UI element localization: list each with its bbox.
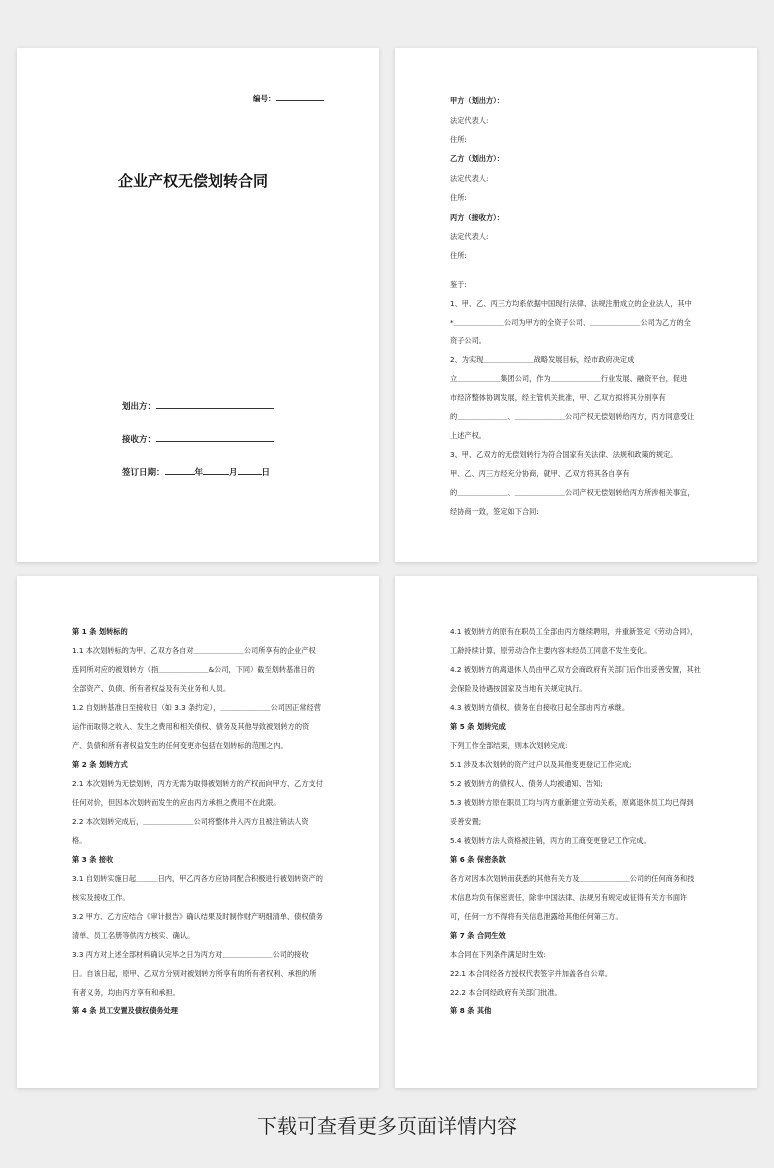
text-line: 本合同在下列条件满足时生效: (450, 950, 546, 959)
text-line: 住所: (450, 251, 467, 260)
text-line: 格。 (72, 836, 87, 845)
transferor-blank (156, 401, 274, 409)
text-line: 经协商一致，签定如下合同: (450, 507, 539, 516)
text-line: 2.2 本次划转完成后，＿＿＿＿＿＿＿公司将整体并入丙方且被注销法人资 (72, 817, 309, 826)
text-line: 2.1 本次划转为无偿划转，丙方无需为取得被划转方的产权而向甲方、乙方支付 (72, 779, 323, 788)
text-line: 22.2 本合同经政府有关部门批准。 (450, 988, 562, 997)
text-line: 4.3 被划转方债权、债务在自接收日起全部由丙方承继。 (450, 703, 630, 712)
text-line: 日。自该日起，原甲、乙双方分别对被划转方所享有的所有者权利、承担的所 (72, 969, 317, 978)
text-line: 术信息均负有保密责任，除非中国法律、法规另有规定或征得有关方书面许 (450, 893, 688, 902)
text-line: 有者义务，均由丙方享有和承担。 (72, 988, 180, 997)
year-label: 年 (194, 468, 204, 478)
text-line: 住所: (450, 135, 467, 144)
text-line: 全部资产、负债、所有者权益及有关业务和人员。 (72, 684, 231, 693)
contract-number-blank (276, 93, 324, 101)
text-line: 各方对因本次划转而获悉的其他有关方及＿＿＿＿＿＿＿公司的任何商务和技 (450, 874, 695, 883)
text-line: 22.1 本合同经各方授权代表签字并加盖各自公章。 (450, 969, 613, 978)
text-line: 4.1 被划转方的原有在职员工全部由丙方继续聘用，并重新签定《劳动合同》， (450, 627, 698, 636)
text-line: 5.3 被划转方原在职员工均与丙方重新建立劳动关系，原离退休员工均已得到 (450, 798, 694, 807)
sign-date-label: 签订日期： (122, 468, 165, 478)
text-line: 立＿＿＿＿＿＿集团公司，作为＿＿＿＿＿＿＿行业发展、融资平台，促进 (450, 374, 688, 383)
day-label: 日 (261, 468, 271, 478)
month-blank (203, 467, 229, 475)
text-line: 的＿＿＿＿＿＿＿、＿＿＿＿＿＿＿公司产权无偿划转给丙方，丙方同意受让 (450, 412, 695, 421)
text-line: 法定代表人: (450, 174, 489, 183)
contract-number-row (253, 93, 324, 104)
transferor-label: 划出方： (122, 402, 157, 412)
text-line: 5.1 涉及本次划转的资产过户以及其他变更登记工作完成; (450, 760, 632, 769)
section-heading: 第 8 条 其他 (450, 1006, 492, 1015)
text-line: 法定代表人: (450, 232, 489, 241)
receiver-label: 接收方： (122, 435, 157, 445)
text-line: 2、为实现＿＿＿＿＿＿＿战略发展目标，经市政府决定成 (450, 355, 635, 364)
text-line: 清单、员工名册等供丙方核实、确认。 (72, 931, 195, 940)
text-line: 法定代表人: (450, 116, 489, 125)
text-line: 的＿＿＿＿＿＿＿、＿＿＿＿＿＿＿公司产权无偿划转给丙方所涉相关事宜， (450, 488, 695, 497)
section-heading: 第 6 条 保密条款 (450, 855, 506, 864)
contract-number-label: 编号： (253, 94, 276, 103)
section-heading: 第 4 条 员工安置及债权债务处理 (72, 1006, 178, 1015)
receiver-blank (156, 434, 274, 442)
section-heading: 乙方（划出方）： (450, 154, 504, 163)
document-title: 企业产权无偿划转合同 (118, 172, 269, 190)
text-line: 妥善安置; (450, 817, 482, 826)
text-line: 运作而取得之收入、发生之费用和相关债权、债务及其他导致被划转方的资 (72, 722, 310, 731)
text-line: 1.1 本次划转标的为甲、乙双方各自对＿＿＿＿＿＿＿公司所享有的企业产权 (72, 646, 316, 655)
text-line: 可，任何一方不得将有关信息泄露给其他任何第三方。 (450, 912, 623, 921)
page-articles-4-8 (395, 576, 757, 1088)
text-line: 3.1 自划转实施日起＿＿＿日内，甲乙丙各方应协同配合积极进行被划转资产的 (72, 874, 323, 883)
text-line: 任何对价，但因本次划转而发生的应由丙方承担之费用不在此限。 (72, 798, 281, 807)
section-heading: 丙方（接收方）： (450, 213, 504, 222)
text-line: 会保险及待遇按国家及当地有关规定执行。 (450, 684, 587, 693)
page-cover (17, 48, 379, 562)
day-blank (238, 467, 262, 475)
download-more-caption: 下载可查看更多页面详情内容 (257, 1114, 517, 1138)
section-heading: 第 5 条 划转完成 (450, 722, 506, 731)
transferor-row (122, 400, 274, 412)
section-heading: 第 7 条 合同生效 (450, 931, 506, 940)
text-line: 核实及接收工作。 (72, 893, 130, 902)
text-line: 住所: (450, 193, 467, 202)
text-line: 工龄持续计算，原劳动合作主要内容未经员工同意不发生变化。 (450, 646, 652, 655)
sign-date-row (122, 466, 270, 478)
section-heading: 第 3 条 接收 (72, 855, 114, 864)
text-line: 5.2 被划转方的债权人、债务人均被通知、告知; (450, 779, 603, 788)
text-line: 连同所对应的被划转方（指＿＿＿＿＿＿＿&公司，下同）截至划转基准日的 (72, 665, 315, 674)
section-heading: 甲方（划出方）： (450, 96, 504, 105)
page-parties (395, 48, 757, 562)
text-line: 1、甲、乙、丙三方均系依据中国现行法律、法规注册成立的企业法人，其中 (450, 299, 692, 308)
text-line: 鉴于: (450, 280, 467, 289)
text-line: 1.2 自划转基准日至接收日（如 3.3 条约定），＿＿＿＿＿＿＿公司因正常经营 (72, 703, 321, 712)
text-line: 市经济整体协调发展，经主管机关批准，甲、乙双方拟将其分别享有 (450, 393, 666, 402)
text-line: 3.3 丙方对上述全部材料确认完毕之日为丙方对＿＿＿＿＿＿＿公司的接收 (72, 950, 309, 959)
text-line: 甲、乙、丙三方经充分协商，就甲、乙双方将其各自享有 (450, 469, 630, 478)
receiver-row (122, 433, 274, 445)
text-line: 5.4 被划转方法人资格被注销，丙方的工商变更登记工作完成。 (450, 836, 651, 845)
text-line: 3.2 甲方、乙方应结合《审计报告》确认结果及时制作财产明细清单、债权债务 (72, 912, 323, 921)
text-line: 上述产权。 (450, 431, 486, 440)
section-heading: 第 2 条 划转方式 (72, 760, 128, 769)
text-line: 下列工作全部结束，则本次划转完成: (450, 741, 568, 750)
section-heading: 第 1 条 划转标的 (72, 627, 128, 636)
text-line: 产、负债和所有者权益发生的任何变更亦包括在划转标的范围之内。 (72, 741, 288, 750)
text-line: *＿＿＿＿＿＿＿公司为甲方的全资子公司、＿＿＿＿＿＿＿公司为乙方的全 (450, 318, 691, 327)
text-line: 4.2 被划转方的离退休人员由甲乙双方会商政府有关部门后作出妥善安置，其社 (450, 665, 701, 674)
text-line: 资子公司。 (450, 336, 486, 345)
text-line: 3、甲、乙双方的无偿划转行为符合国家有关法律、法规和政策的规定。 (450, 450, 678, 459)
year-blank (165, 467, 195, 475)
page-articles-1-4 (17, 576, 379, 1088)
month-label: 月 (229, 468, 238, 478)
